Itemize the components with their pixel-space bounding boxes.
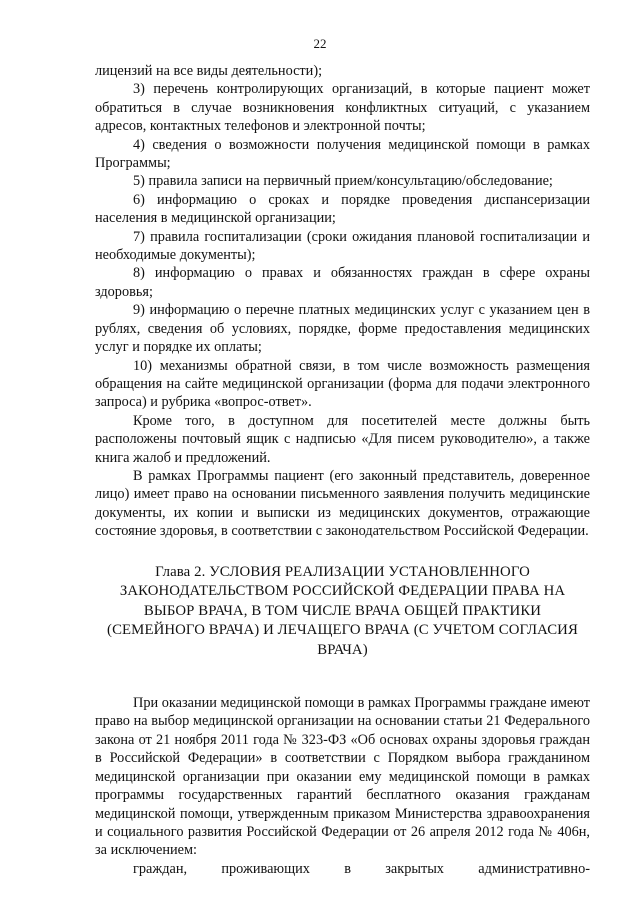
- section-spacer: [95, 660, 590, 694]
- paragraph-item-5: 5) правила записи на первичный прием/консультацию/обследование;: [133, 173, 553, 190]
- paragraph-exception-citizens: граждан, проживающих в закрытых административно-: [133, 860, 590, 877]
- paragraph-mailbox: Кроме того, в доступном для посетителей месте должны быть расположены почтовый ящик с надписью «Для писем руководителю», а также книга жалоб и предложений.: [95, 412, 590, 466]
- paragraph-item-9: 9) информацию о перечне платных медицинских услуг с указанием цен в рублях, сведения об условиях, порядке, форме предоставления медицинских услуг и порядке их оплаты;: [95, 302, 590, 356]
- paragraph-item-3: 3) перечень контролирующих организаций, в которые пациент может обратиться в случае возникновения конфликтных ситуаций, с указанием адресов, контактных телефонов и электронной почты;: [95, 81, 590, 135]
- paragraph-item-4: 4) сведения о возможности получения медицинской помощи в рамках Программы;: [95, 136, 590, 172]
- paragraph-item-7: 7) правила госпитализации (сроки ожидания плановой госпитализации и необходимые документы);: [95, 228, 590, 264]
- paragraph-documents-right: В рамках Программы пациент (его законный представитель, доверенное лицо) имеет право на основании письменного заявления получить медицинские документы, их копии и выписки из медицинских документов, отражающие состояние здоровья, в соответствии с законодательством Российской Федерации.: [95, 467, 590, 540]
- paragraph-license-tail: лицензий на все виды деятельности);: [95, 63, 323, 79]
- paragraph-choice-of-organization: При оказании медицинской помощи в рамках Программы граждане имеют право на выбор медицинской организации на основании статьи 21 Федерального закона от 21 ноября 2011 года № 323-ФЗ «Об основах охраны здоровья граждан в Российской Федерации» в соответствии с Порядком выбора гражданином медицинской организации при оказании ему медицинской помощи в рамках программы государственных гарантий бесплатного оказания гражданам медицинской помощи, утвержденным приказом Министерства здравоохранения и социального развития Российской Федерации от 26 апреля 2012 года № 406н, за исключением:: [95, 695, 590, 859]
- paragraph-item-8: 8) информацию о правах и обязанностях граждан в сфере охраны здоровья;: [95, 265, 590, 300]
- paragraph-item-6: 6) информацию о сроках и порядке проведения диспансеризации населения в медицинской организации;: [95, 191, 590, 227]
- page-content: [95, 62, 590, 878]
- paragraph-item-10: 10) механизмы обратной связи, в том числе возможность размещения обращения на сайте медицинской организации (форма для подачи электронного запроса) и рубрика «вопрос-ответ».: [95, 357, 590, 411]
- page-number: 22: [313, 36, 327, 51]
- chapter-heading: Глава 2. УСЛОВИЯ РЕАЛИЗАЦИИ УСТАНОВЛЕННОГО ЗАКОНОДАТЕЛЬСТВОМ РОССИЙСКОЙ ФЕДЕРАЦИИ ПРАВА НА ВЫБОР ВРАЧА, В ТОМ ЧИСЛЕ ВРАЧА ОБЩЕЙ ПРАКТИКИ (СЕМЕЙНОГО ВРАЧА) И ЛЕЧАЩЕГО ВРАЧА (С УЧЕТОМ СОГЛАСИЯ ВРАЧА): [107, 563, 578, 658]
